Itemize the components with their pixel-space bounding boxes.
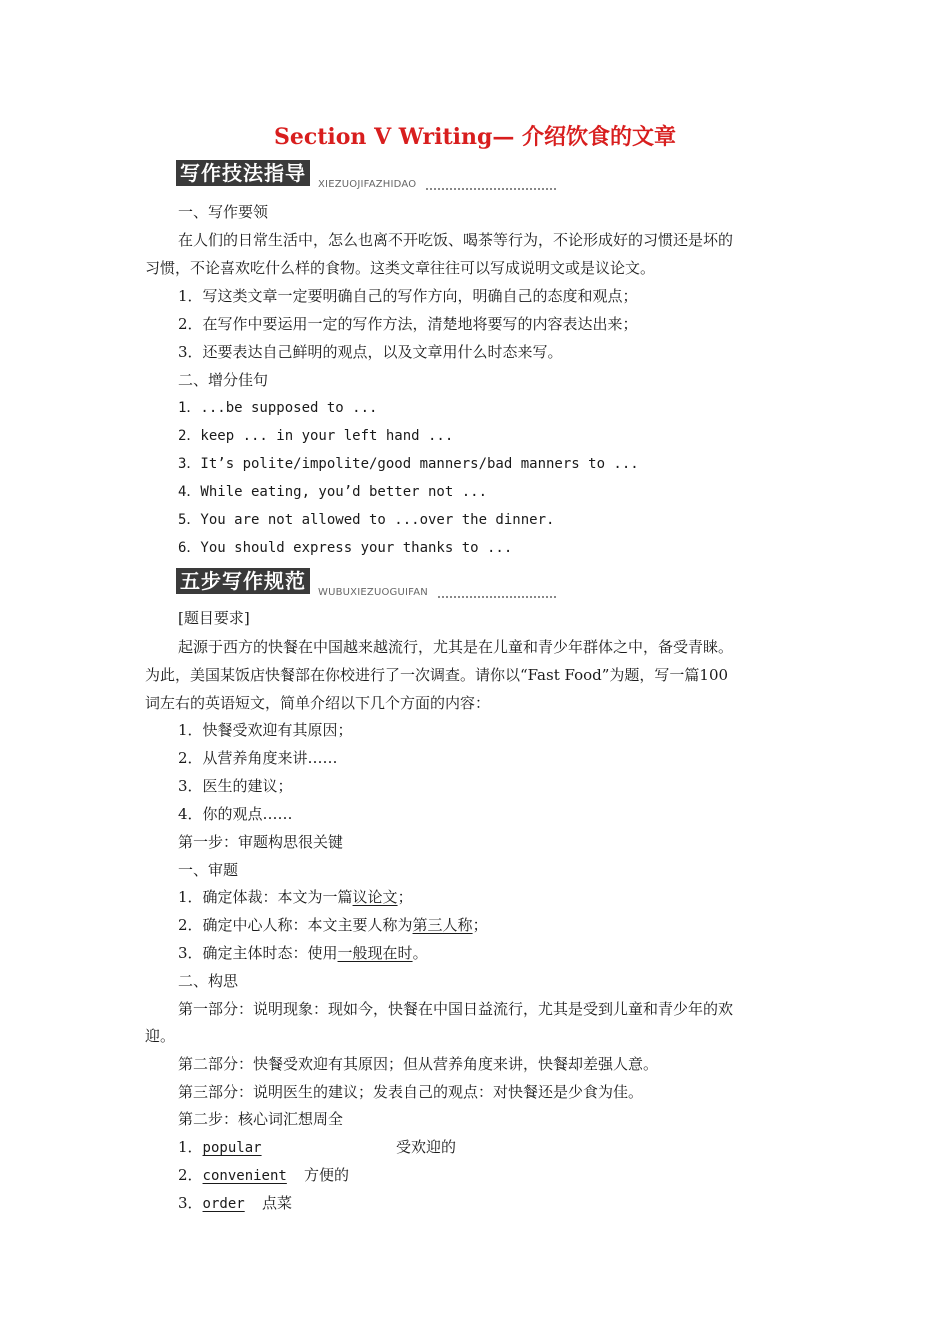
sentence-item: 1．...be supposed to ... (178, 400, 378, 416)
vocab-meaning: 点菜 (262, 1194, 293, 1212)
list-item: 3．还要表达自己鲜明的观点，以及文章用什么时态来写。 (178, 343, 563, 361)
paragraph-line: 在人们的日常生活中，怎么也离不开吃饭、喝茶等行为，不论形成好的习惯还是坏的 (178, 231, 734, 249)
section-banner-five-steps (176, 568, 556, 598)
step-heading: 第一步：审题构思很关键 (178, 833, 344, 851)
analysis-answer: 一般现在时 (337, 944, 413, 962)
section-heading: 一、写作要领 (178, 203, 269, 221)
analysis-item (178, 887, 413, 907)
analysis-item (178, 943, 428, 963)
analysis-label: 1．确定体裁：本文为一篇 (178, 888, 353, 906)
page-title: Section Ⅴ Writing— 介绍饮食的文章 (273, 124, 677, 150)
vocab-meaning: 受欢迎的 (396, 1138, 457, 1156)
banner-divider (438, 594, 556, 598)
vocab-item (178, 1137, 262, 1158)
paragraph-line: 为此，美国某饭店快餐部在你校进行了一次调查。请你以“Fast Food”为题，写一篇100 (145, 666, 729, 684)
banner-pinyin: WUBUXIEZUOGUIFAN (318, 587, 428, 598)
requirement-item: 3．医生的建议； (178, 777, 293, 795)
analysis-answer: 议论文 (352, 888, 398, 906)
list-item: 2．在写作中要运用一定的写作方法，清楚地将要写的内容表达出来； (178, 315, 638, 333)
paragraph-line: 习惯，不论喜欢吃什么样的食物。这类文章往往可以写成说明文或是议论文。 (145, 259, 656, 277)
analysis-label: 2．确定中心人称：本文主要人称为 (178, 916, 413, 934)
punctuation: 。 (412, 944, 428, 962)
sub-heading: 二、构思 (178, 972, 239, 990)
vocab-item (178, 1193, 245, 1214)
section-banner-writing-skills (176, 160, 556, 190)
vocab-word: popular (202, 1140, 262, 1156)
banner-pinyin: XIEZUOJIFAZHIDAO (318, 179, 417, 190)
sentence-item: 4．While eating, you’d better not ... (178, 484, 488, 500)
step-heading: 第二步：核心词汇想周全 (178, 1110, 344, 1128)
vocab-number: 2． (178, 1166, 203, 1184)
vocab-word: order (202, 1196, 245, 1212)
analysis-answer: 第三人称 (412, 916, 473, 934)
vocab-item (178, 1165, 287, 1186)
punctuation: ； (397, 888, 413, 906)
analysis-label: 3．确定主体时态：使用 (178, 944, 338, 962)
outline-line: 第三部分：说明医生的建议；发表自己的观点：对快餐还是少食为佳。 (178, 1083, 644, 1101)
vocab-number: 1． (178, 1138, 203, 1156)
requirement-item: 4．你的观点…… (178, 805, 293, 823)
vocab-meaning: 方便的 (304, 1166, 350, 1184)
analysis-item (178, 915, 488, 935)
list-item: 1．写这类文章一定要明确自己的写作方向，明确自己的态度和观点； (178, 287, 638, 305)
banner-label: 写作技法指导 (176, 160, 310, 186)
sentence-item: 3．It’s polite/impolite/good manners/bad manners to ... (178, 456, 639, 472)
punctuation: ； (472, 916, 488, 934)
task-heading: [题目要求] (178, 609, 250, 627)
sentence-item: 5．You are not allowed to ...over the dinner. (178, 512, 555, 528)
requirement-item: 2．从营养角度来讲…… (178, 749, 338, 767)
section-heading: 二、增分佳句 (178, 371, 269, 389)
banner-label: 五步写作规范 (176, 568, 310, 594)
vocab-number: 3． (178, 1194, 203, 1212)
outline-line: 第一部分：说明现象：现如今，快餐在中国日益流行，尤其是受到儿童和青少年的欢 (178, 1000, 734, 1018)
sentence-item: 2．keep ... in your left hand ... (178, 428, 454, 444)
vocab-word: convenient (202, 1168, 287, 1184)
sentence-item: 6．You should express your thanks to ... (178, 540, 513, 556)
banner-divider (426, 186, 556, 190)
paragraph-line: 起源于西方的快餐在中国越来越流行，尤其是在儿童和青少年群体之中，备受青睐。 (178, 638, 734, 656)
sub-heading: 一、审题 (178, 861, 239, 879)
requirement-item: 1．快餐受欢迎有其原因； (178, 721, 353, 739)
outline-line: 第二部分：快餐受欢迎有其原因；但从营养角度来讲，快餐却差强人意。 (178, 1055, 659, 1073)
outline-line: 迎。 (145, 1027, 176, 1045)
paragraph-line: 词左右的英语短文，简单介绍以下几个方面的内容： (145, 694, 491, 712)
